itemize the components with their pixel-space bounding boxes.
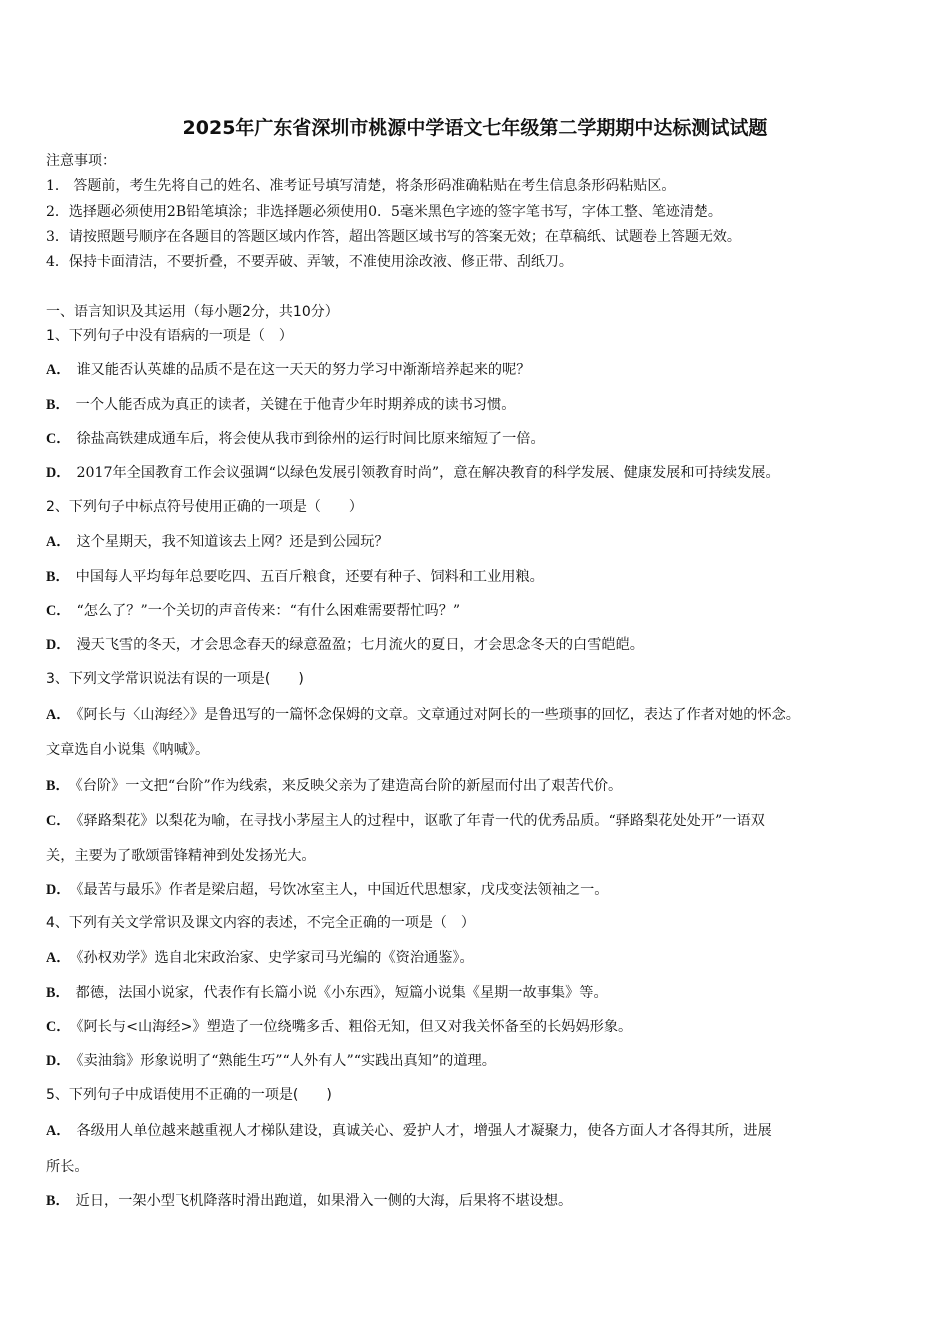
option-text: 徐盐高铁建成通车后，将会使从我市到徐州的运行时间比原来缩短了一倍。 bbox=[76, 431, 545, 447]
notice-item: 2．选择题必须使用2B铅笔填涂；非选择题必须使用0．5毫米黑色字迹的签字笔书写，字体工整、笔迹清楚。 bbox=[46, 204, 722, 220]
option-label: D． bbox=[46, 465, 71, 481]
option-text: 《最苦与最乐》作者是梁启超，号饮冰室主人，中国近代思想家，戊戌变法领袖之一。 bbox=[76, 882, 609, 898]
option-text: 漫天飞雪的冬天，才会思念春天的绿意盈盈；七月流火的夏日，才会思念冬天的白雪皑皑。 bbox=[76, 637, 644, 653]
option-row bbox=[46, 360, 530, 380]
option-text: 一个人能否成为真正的读者，关键在于他青少年时期养成的读书习惯。 bbox=[75, 397, 516, 413]
option-text: 这个星期天，我不知道该去上网？还是到公园玩？ bbox=[76, 534, 389, 550]
option-row bbox=[46, 1017, 632, 1037]
option-row bbox=[46, 463, 780, 483]
option-text: 《台阶》一文把“台阶”作为线索，来反映父亲为了建造高台阶的新屋而付出了艰苦代价。 bbox=[75, 778, 623, 794]
option-row bbox=[46, 1121, 772, 1141]
option-row bbox=[46, 1051, 496, 1071]
option-label: C． bbox=[46, 431, 71, 447]
notice-item: 4．保持卡面清洁，不要折叠，不要弄破、弄皱，不准使用涂改液、修正带、刮纸刀。 bbox=[46, 254, 573, 270]
option-text: 《阿长与<山海经>》塑造了一位绕嘴多舌、粗俗无知，但又对我关怀备至的长妈妈形象。 bbox=[76, 1019, 633, 1035]
option-continuation: 关，主要为了歌颂雷锋精神到处发扬光大。 bbox=[46, 848, 316, 864]
option-text: 各级用人单位越来越重视人才梯队建设，真诚关心、爱护人才，增强人才凝聚力，使各方面人才各得其所，进展 bbox=[76, 1123, 772, 1139]
option-text: 都德，法国小说家，代表作有长篇小说《小东西》，短篇小说集《星期一故事集》等。 bbox=[75, 985, 608, 1001]
option-label: B． bbox=[46, 778, 70, 794]
option-text: 《孙权劝学》选自北宋政治家、史学家司马光编的《资治通鉴》。 bbox=[76, 950, 474, 966]
question-stem: 5、下列句子中成语使用不正确的一项是( ) bbox=[46, 1087, 332, 1103]
option-label: A． bbox=[46, 534, 71, 550]
notice-item: 1． 答题前，考生先将自己的姓名、准考证号填写清楚，将条形码准确粘贴在考生信息条形码粘贴区。 bbox=[46, 178, 676, 194]
option-row bbox=[46, 880, 608, 900]
option-text: 2017年全国教育工作会议强调“以绿色发展引领教育时尚”，意在解决教育的科学发展、健康发展和可持续发展。 bbox=[76, 465, 780, 481]
option-text: 中国每人平均每年总要吃四、五百斤粮食，还要有种子、饲料和工业用粮。 bbox=[75, 569, 544, 585]
notice-heading: 注意事项： bbox=[46, 153, 116, 169]
option-row bbox=[46, 567, 544, 587]
option-label: A． bbox=[46, 707, 71, 723]
question-stem: 4、下列有关文学常识及课文内容的表述，不完全正确的一项是（ ） bbox=[46, 915, 475, 931]
option-row bbox=[46, 601, 460, 621]
question-stem: 2、下列句子中标点符号使用正确的一项是（ ） bbox=[46, 499, 363, 515]
option-row bbox=[46, 395, 515, 415]
option-label: D． bbox=[46, 637, 71, 653]
option-text: “怎么了？”一个关切的声音传来：“有什么困难需要帮忙吗？” bbox=[76, 603, 461, 619]
option-label: B． bbox=[46, 397, 70, 413]
question-stem: 1、下列句子中没有语病的一项是（ ） bbox=[46, 328, 293, 344]
option-text: 《驿路梨花》以梨花为喻，在寻找小茅屋主人的过程中，讴歌了年青一代的优秀品质。“驿路梨花处处开”一语双 bbox=[76, 813, 765, 829]
option-label: D． bbox=[46, 882, 71, 898]
question-stem: 3、下列文学常识说法有误的一项是( ) bbox=[46, 671, 304, 687]
option-row bbox=[46, 776, 622, 796]
notice-item: 3．请按照题号顺序在各题目的答题区域内作答，超出答题区域书写的答案无效；在草稿纸、试题卷上答题无效。 bbox=[46, 229, 741, 245]
option-label: A． bbox=[46, 362, 71, 378]
option-label: B． bbox=[46, 985, 70, 1001]
option-label: A． bbox=[46, 950, 71, 966]
section-heading: 一、语言知识及其运用（每小题2分，共10分） bbox=[46, 304, 339, 320]
option-continuation: 所长。 bbox=[46, 1159, 89, 1175]
option-label: B． bbox=[46, 1193, 70, 1209]
option-text: 谁又能否认英雄的品质不是在这一天天的努力学习中渐渐培养起来的呢？ bbox=[76, 362, 531, 378]
option-row bbox=[46, 705, 800, 725]
option-row bbox=[46, 635, 644, 655]
option-text: 《阿长与〈山海经〉》是鲁迅写的一篇怀念保姆的文章。文章通过对阿长的一些琐事的回忆，表达了作者对她的怀念。 bbox=[76, 707, 800, 723]
option-row bbox=[46, 983, 608, 1003]
option-label: C． bbox=[46, 813, 71, 829]
option-text: 近日，一架小型飞机降落时滑出跑道，如果滑入一侧的大海，后果将不堪设想。 bbox=[75, 1193, 573, 1209]
option-continuation: 文章选自小说集《呐喊》。 bbox=[46, 742, 210, 758]
option-label: D． bbox=[46, 1053, 71, 1069]
option-label: A． bbox=[46, 1123, 71, 1139]
option-label: B． bbox=[46, 569, 70, 585]
option-row bbox=[46, 948, 474, 968]
option-row bbox=[46, 532, 389, 552]
exam-title: 2025年广东省深圳市桃源中学语文七年级第二学期期中达标测试试题 bbox=[182, 117, 768, 139]
option-row bbox=[46, 811, 765, 831]
option-row bbox=[46, 1191, 572, 1211]
option-label: C． bbox=[46, 1019, 71, 1035]
option-row bbox=[46, 429, 545, 449]
option-text: 《卖油翁》形象说明了“熟能生巧”“人外有人”“实践出真知”的道理。 bbox=[76, 1053, 496, 1069]
option-label: C． bbox=[46, 603, 71, 619]
